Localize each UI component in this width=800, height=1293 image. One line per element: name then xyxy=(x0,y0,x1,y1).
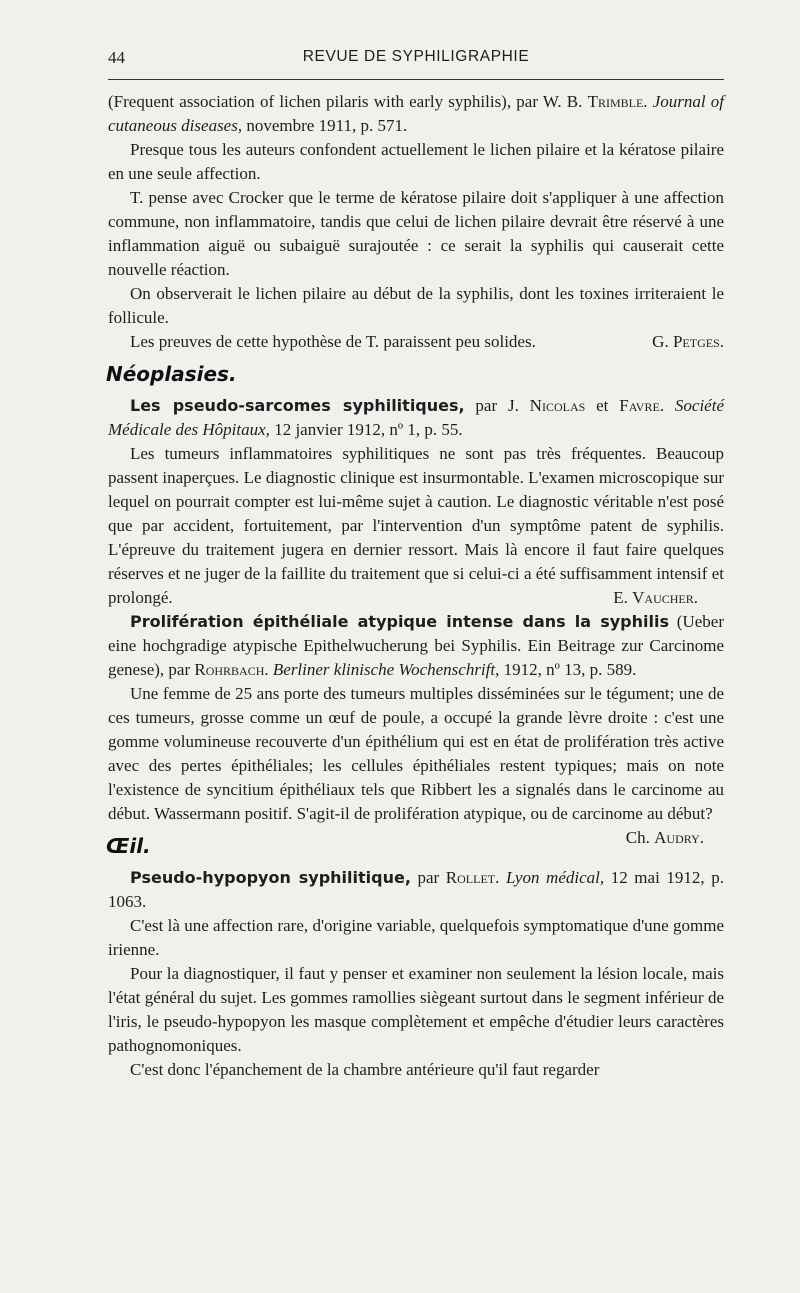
journal-title: REVUE DE SYPHILIGRAPHIE xyxy=(302,48,530,65)
publication-date: novembre 1911, p. 571. xyxy=(242,116,408,135)
hypopyon-paragraph-2: Pour la diagnostiquer, il faut y penser et examiner non seulement la lésion locale, mais l'état général du sujet. Les gommes ramollies siègeant surtout dans le segment inférieur de l'iris, le pseudo-hypopyon les masque complètement et empêche d'étudier leurs caractères pathognomoniques. xyxy=(108,964,724,1055)
header-rule xyxy=(108,79,724,80)
publication-date: 12 janvier 1912, nº 1, p. 55. xyxy=(269,420,463,439)
by-text: par J. xyxy=(464,396,530,415)
author-name: Trimble xyxy=(587,92,644,111)
punctuation: . xyxy=(659,396,675,415)
page-content xyxy=(108,90,724,1082)
signature xyxy=(604,826,704,850)
hypopyon-paragraph-3: C'est donc l'épanchement de la chambre antérieure qu'il faut regarder xyxy=(130,1060,600,1079)
section-heading-neoplasies: Néoplasies. xyxy=(106,362,237,386)
punctuation: . xyxy=(495,868,506,887)
hypopyon-heading xyxy=(108,866,724,914)
journal-name: Lyon médical, xyxy=(505,868,605,887)
punctuation: . xyxy=(643,92,653,111)
signature-initial: G. xyxy=(652,332,673,351)
lichen-paragraph-3: On observerait le lichen pilaire au début de la syphilis, dont les toxines irriteraient le follicule. xyxy=(108,284,724,327)
reference-text: (Frequent association of lichen pilaris with early syphilis), par W. B. xyxy=(108,92,588,111)
article-title: Les pseudo-sarcomes syphilitiques, xyxy=(130,396,465,415)
publication-date: 1912, nº 13, p. 589. xyxy=(499,660,637,679)
conjunction: et xyxy=(585,396,620,415)
signature-name: Vaucher. xyxy=(632,588,698,607)
punctuation: . xyxy=(264,660,273,679)
pseudo-sarcomes-paragraph xyxy=(108,442,724,610)
paragraph-text: Les preuves de cette hypothèse de T. paraissent peu solides. xyxy=(130,332,536,351)
author-name: Rohrbach xyxy=(194,660,265,679)
signature-initial: Ch. xyxy=(625,828,655,847)
proliferation-heading xyxy=(108,610,724,682)
signature-name: Petges. xyxy=(672,332,724,351)
section-heading-oeil: Œil. xyxy=(106,834,151,858)
running-head xyxy=(108,44,724,78)
signature xyxy=(591,586,698,610)
author-name: Favre xyxy=(619,396,660,415)
journal-name: Berliner klinische Wochenschrift, xyxy=(272,660,500,679)
signature-name: Audry. xyxy=(654,828,704,847)
signature-initial: E. xyxy=(613,588,633,607)
publication-date: 12 mai 1912, p. 1063. xyxy=(108,868,724,911)
lichen-reference xyxy=(108,90,724,138)
page xyxy=(108,44,724,1082)
article-title: Prolifération épithéliale atypique intense dans la syphilis xyxy=(130,612,669,631)
by-text: par xyxy=(410,868,446,887)
author-name: Rollet xyxy=(445,868,496,887)
article-subtitle: (Ueber eine hochgradige atypische Epithelwucherung bei Syphilis. Ein Beitrage zur Carcinome genese), par xyxy=(108,612,724,679)
paragraph-text: Une femme de 25 ans porte des tumeurs multiples disséminées sur le tégument; une de ces tumeurs, grosse comme un œuf de poule, a occupé la grande lèvre droite : c'est une gomme volumineuse recouverte d'un épithélium qui est en état de prolifération très active avec des pertes épithéliales; les cellules épithéliales restent typiques; mais on note l'existence de syncitium épithéliaux tels que Ribbert les a signalés dans le carcinome au début. Wassermann positif. S'agit-il de prolifération atypique, ou de carcinome au début? xyxy=(108,684,724,823)
lichen-paragraph-2: T. pense avec Crocker que le terme de kératose pilaire doit s'appliquer à une affection commune, non inflammatoire, tandis que celui de lichen pilaire devrait être réservé à une inflammation aiguë ou subaiguë surajoutée : ce serait la syphilis qui causerait cette nouvelle réaction. xyxy=(108,188,724,279)
author-name: Nicolas xyxy=(529,396,586,415)
signature xyxy=(630,330,724,354)
journal-name: Journal of cutaneous diseases, xyxy=(108,92,725,135)
paragraph-text: Les tumeurs inflammatoires syphilitiques ne sont pas très fréquentes. Beaucoup passent inaperçues. Le diagnostic clinique est insurmontable. L'examen microscopique sur lequel on pourrait compter est lui-même sujet à caution. Le diagnostic véritable n'est posé que par accident, fortuitement, par l'intervention d'un symptôme patent de syphilis. L'épreuve du traitement jugera en dernier ressort. Mais là encore il faut faire quelques réserves et ne juger de la faillite du traitement que si celui-ci a été suffisamment intensif et prolongé. xyxy=(108,444,724,607)
hypopyon-paragraph-1: C'est là une affection rare, d'origine variable, quelquefois symptomatique d'une gomme irienne. xyxy=(108,916,724,959)
journal-name: Société Médicale des Hôpitaux, xyxy=(108,396,724,439)
lichen-paragraph-1: Presque tous les auteurs confondent actuellement le lichen pilaire et la kératose pilaire en une seule affection. xyxy=(108,140,724,183)
article-title: Pseudo-hypopyon syphilitique, xyxy=(130,868,411,887)
page-number: 44 xyxy=(108,48,125,67)
pseudo-sarcomes-heading xyxy=(108,394,724,442)
lichen-paragraph-4 xyxy=(108,330,724,354)
